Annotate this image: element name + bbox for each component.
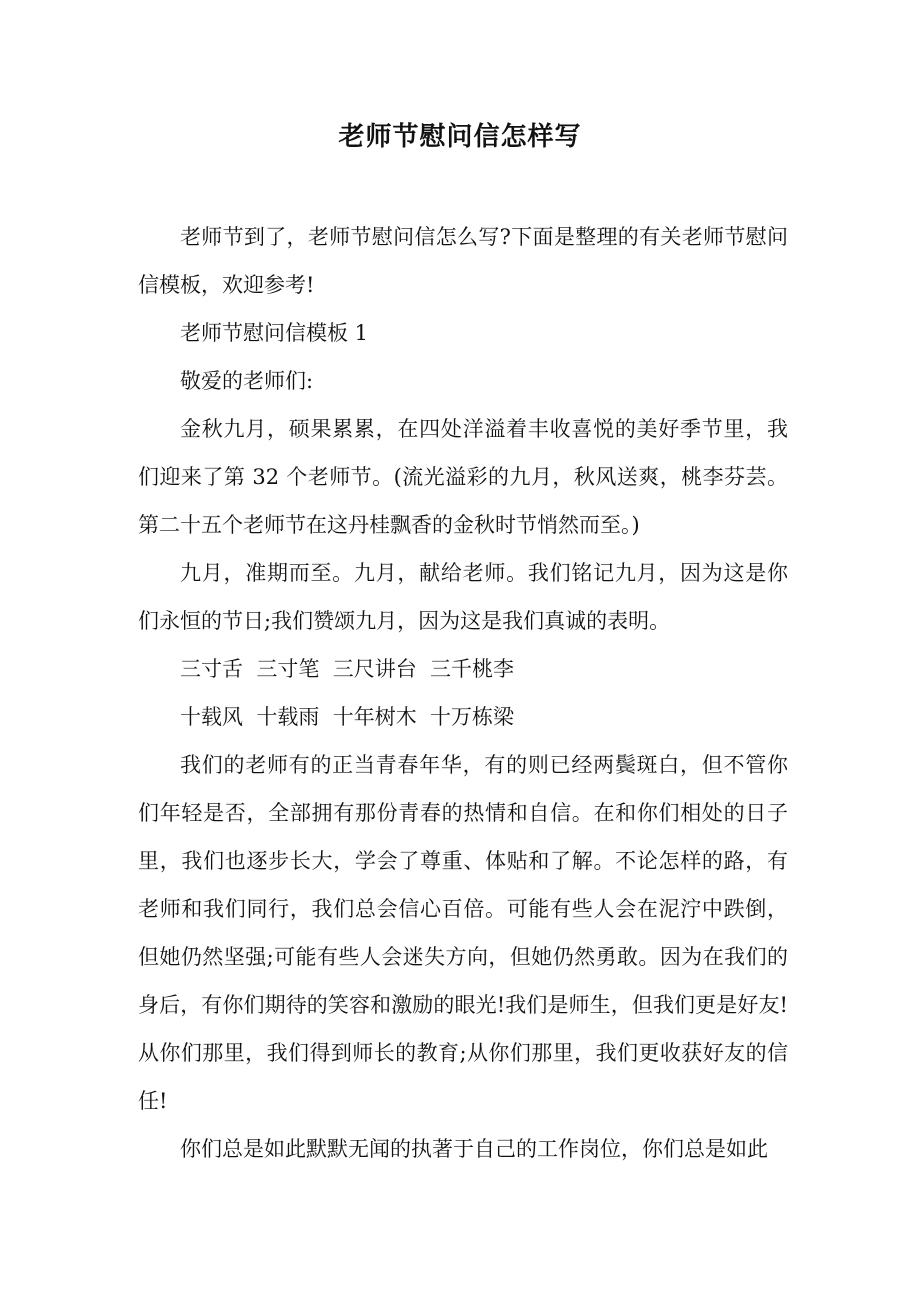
paragraph-september: 金秋九月，硕果累累，在四处洋溢着丰收喜悦的美好季节里，我们迎来了第 32 个老师节。(流光溢彩的九月，秋风送爽，桃李芬芸。第二十五个老师节在这丹桂飘香的金秋时节悄然而至。) [138, 417, 788, 537]
paragraph-closing-partial: 你们总是如此默默无闻的执著于自己的工作岗位，你们总是如此 [180, 1137, 768, 1161]
paragraph-verse-line-1: 三寸舌 三寸笔 三尺讲台 三千桃李 [180, 657, 515, 681]
paragraph-teachers: 我们的老师有的正当青春年华，有的则已经两鬓斑白，但不管你们年轻是否，全部拥有那份青春的热情和自信。在和你们相处的日子里，我们也逐步长大，学会了尊重、体贴和了解。不论怎样的路，有老师和我们同行，我们总会信心百倍。可能有些人会在泥泞中跌倒，但她仍然坚强;可能有些人会迷失方向，但她仍然勇敢。因为在我们的身后，有你们期待的笑容和激励的眼光!我们是师生，但我们更是好友!从你们那里，我们得到师长的教育;从你们那里，我们更收获好友的信任! [138, 753, 788, 1113]
paragraph-intro: 老师节到了，老师节慰问信怎么写?下面是整理的有关老师节慰问信模板，欢迎参考! [138, 225, 788, 297]
paragraph-template-heading: 老师节慰问信模板 1 [180, 321, 369, 345]
paragraph-verse-line-2: 十载风 十载雨 十年树木 十万栋梁 [180, 705, 515, 729]
document-body [138, 213, 788, 1173]
paragraph-dedication: 九月，准期而至。九月，献给老师。我们铭记九月，因为这是你们永恒的节日;我们赞颂九月，因为这是我们真诚的表明。 [138, 561, 788, 633]
document-title: 老师节慰问信怎样写 [338, 122, 582, 152]
paragraph-salutation: 敬爱的老师们: [180, 369, 314, 393]
